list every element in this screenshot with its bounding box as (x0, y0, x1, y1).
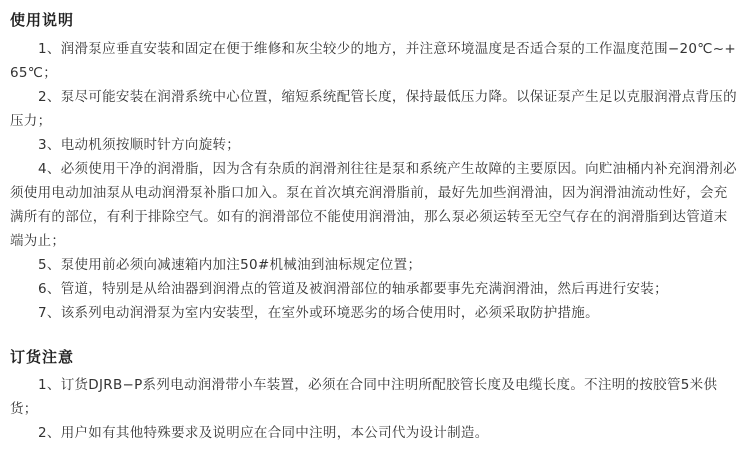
usage-item-5: 5、泵使用前必须向减速箱内加注50#机械油到油标规定位置； (38, 257, 422, 273)
usage-title: 使用说明 (10, 11, 75, 29)
usage-item-1: 1、润滑泵应垂直安装和固定在便于维修和灰尘较少的地方，并注意环境温度是否适合泵的工作温度范围−20℃~+65℃； (10, 41, 736, 81)
usage-item-6: 6、管道，特别是从给油器到润滑点的管道及被润滑部位的轴承都要事先充满润滑油，然后再进行安装； (38, 281, 668, 297)
ordering-item-2: 2、用户如有其他特殊要求及说明应在合同中注明，本公司代为设计制造。 (38, 425, 489, 441)
ordering-title: 订货注意 (10, 348, 75, 366)
usage-item-2: 2、泵尽可能安装在润滑系统中心位置，缩短系统配管长度，保持最低压力降。以保证泵产生足以克服润滑点背压的压力； (10, 89, 737, 129)
usage-item-7: 7、该系列电动润滑泵为室内安装型，在室外或环境恶劣的场合使用时，必须采取防护措施。 (38, 305, 599, 321)
ordering-item-1: 1、订货DJRB−P系列电动润滑带小车装置，必须在合同中注明所配胶管长度及电缆长度。不注明的按胶管5米供货； (10, 377, 718, 417)
usage-item-3: 3、电动机须按顺时针方向旋转； (38, 137, 241, 153)
usage-item-4: 4、必须使用干净的润滑脂，因为含有杂质的润滑剂往往是泵和系统产生故障的主要原因。向贮油桶内补充润滑剂必须使用电动加油泵从电动润滑泵补脂口加入。泵在首次填充润滑脂前，最好先加些润滑油，因为润滑油流动性好，会充满所有的部位，有利于排除空气。如有的润滑部位不能使用润滑油，那么泵必须运转至无空气存在的润滑脂到达管道末端为止； (10, 161, 737, 249)
